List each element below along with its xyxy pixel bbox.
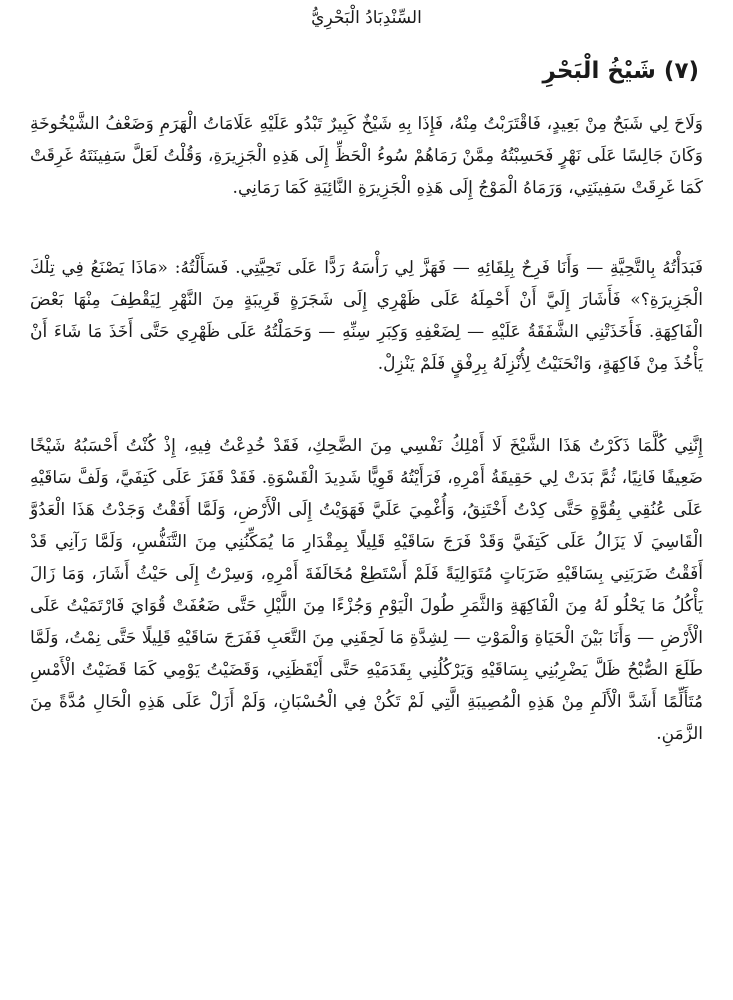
paragraph-3: إِنَّنِي كُلَّمَا ذَكَرْتُ هَذَا الشَّيْخَ لَا أَمْلِكُ نَفْسِي مِنَ الضَّحِكِ، فَقَدْ خُدِعْتُ فِيهِ، إِذْ كُنْتُ أَحْسَبُهُ شَيْخًا ضَعِيفًا فَانِيًا، ثُمَّ بَدَتْ لِي حَقِيقَةُ أَمْرِهِ، فَرَأَيْتُهُ قَوِيًّا شَدِيدَ الْقَسْوَةِ. فَقَدْ قَفَزَ عَلَى كَتِفَيَّ، وَلَفَّ سَاقَيْهِ عَلَى عُنُقِي بِقُوَّةٍ حَتَّى كِدْتُ أَخْتَنِقُ، وَأُغْمِيَ عَلَيَّ فَهَوَيْتُ إِلَى الْأَرْضِ، وَلَمَّا أَفَقْتُ وَجَدْتُ هَذَا الْعَدُوَّ الْقَاسِيَ لَا يَزَالُ عَلَى كَتِفَيَّ وَقَدْ فَرَجَ سَاقَيْهِ قَلِيلًا بِمِقْدَارِ مَا يُمَكِّنُنِي مِنَ التَّنَفُّسِ، وَلَمَّا رَآنِي قَدْ أَفَقْتُ ضَرَبَنِي بِسَاقَيْهِ ضَرَبَاتٍ مُتَوَالِيَةً فَلَمْ أَسْتَطِعْ مُخَالَفَةَ أَمْرِهِ، وَسِرْتُ إِلَى حَيْثُ أَشَارَ، وَمَا زَالَ يَأْكُلُ مَا يَحْلُو لَهُ مِنَ الْفَاكِهَةِ وَالثَّمَرِ طُولَ الْيَوْمِ وَجُزْءًا مِنَ اللَّيْلِ حَتَّى ضَعُفَتْ قُوَايَ فَارْتَمَيْتُ عَلَى الْأَرْضِ — وَأَنَا بَيْنَ الْحَيَاةِ وَالْمَوْتِ — لِشِدَّةِ مَا لَحِقَنِي مِنَ التَّعَبِ فَفَرَجَ سَاقَيْهِ قَلِيلًا حَتَّى نِمْتُ، وَلَمَّا طَلَعَ الصُّبْحُ ظَلَّ يَضْرِبُنِي بِسَاقَيْهِ وَيَرْكُلُنِي بِقَدَمَيْهِ حَتَّى أَيْقَظَنِي، وَقَضَيْتُ يَوْمِي كَمَا قَضَيْتُ الْأَمْسِ مُتَأَلِّمًا أَشَدَّ الْأَلَمِ مِنْ هَذِهِ الْمُصِيبَةِ الَّتِي لَمْ تَكُنْ فِي الْحُسْبَانِ، وَلَمْ أَزَلْ عَلَى هَذِهِ الْحَالِ مُدَّةً مِنَ الزَّمَنِ. (30, 436, 704, 744)
chapter-title: (٧) شَيْخُ الْبَحْرِ (542, 58, 699, 84)
paragraph-2: فَبَدَأْتُهُ بِالتَّحِيَّةِ — وَأَنَا فَرِحٌ بِلِقَائِهِ — فَهَزَّ لِي رَأْسَهُ رَدًّا عَلَى تَحِيَّتِي. فَسَأَلْتُهُ: «مَاذَا يَصْنَعُ فِي تِلْكَ الْجَزِيرَةِ؟» فَأَشَارَ إِلَيَّ أَنْ أَحْمِلَهُ عَلَى ظَهْرِي إِلَى شَجَرَةٍ قَرِيبَةٍ مِنَ النَّهْرِ لِيَقْطِفَ مِنْهَا بَعْضَ الْفَاكِهَةِ. فَأَخَذَتْنِي الشَّفَقَةُ عَلَيْهِ — لِضَعْفِهِ وَكِبَرِ سِنِّهِ — وَحَمَلْتُهُ عَلَى ظَهْرِي حَتَّى أَخَذَ مَا شَاءَ أَنْ يَأْخُذَ مِنْ فَاكِهَةٍ، وَانْحَنَيْتُ لِأُنْزِلَهُ بِرِفْقٍ فَلَمْ يَنْزِلْ. (30, 258, 703, 374)
running-header: السِّنْدِبَادُ الْبَحْرِيُّ (311, 8, 422, 28)
paragraph-1: وَلَاحَ لِي شَبَحٌ مِنْ بَعِيدٍ، فَاقْتَرَبْتُ مِنْهُ، فَإِذَا بِهِ شَيْخٌ كَبِيرٌ تَبْدُو عَلَيْهِ عَلَامَاتُ الْهَرَمِ وَضَعْفُ الشَّيْخُوخَةِ وَكَانَ جَالِسًا عَلَى نَهْرٍ فَحَسِبْتُهُ مِمَّنْ رَمَاهُمْ سُوءُ الْحَظِّ إِلَى هَذِهِ الْجَزِيرَةِ، وَقُلْتُ لَعَلَّ سَفِينَتَهُ غَرِقَتْ كَمَا غَرِقَتْ سَفِينَتِي، وَرَمَاهُ الْمَوْجُ إِلَى هَذِهِ الْجَزِيرَةِ النَّائِيَةِ كَمَا رَمَانِي. (30, 114, 703, 198)
